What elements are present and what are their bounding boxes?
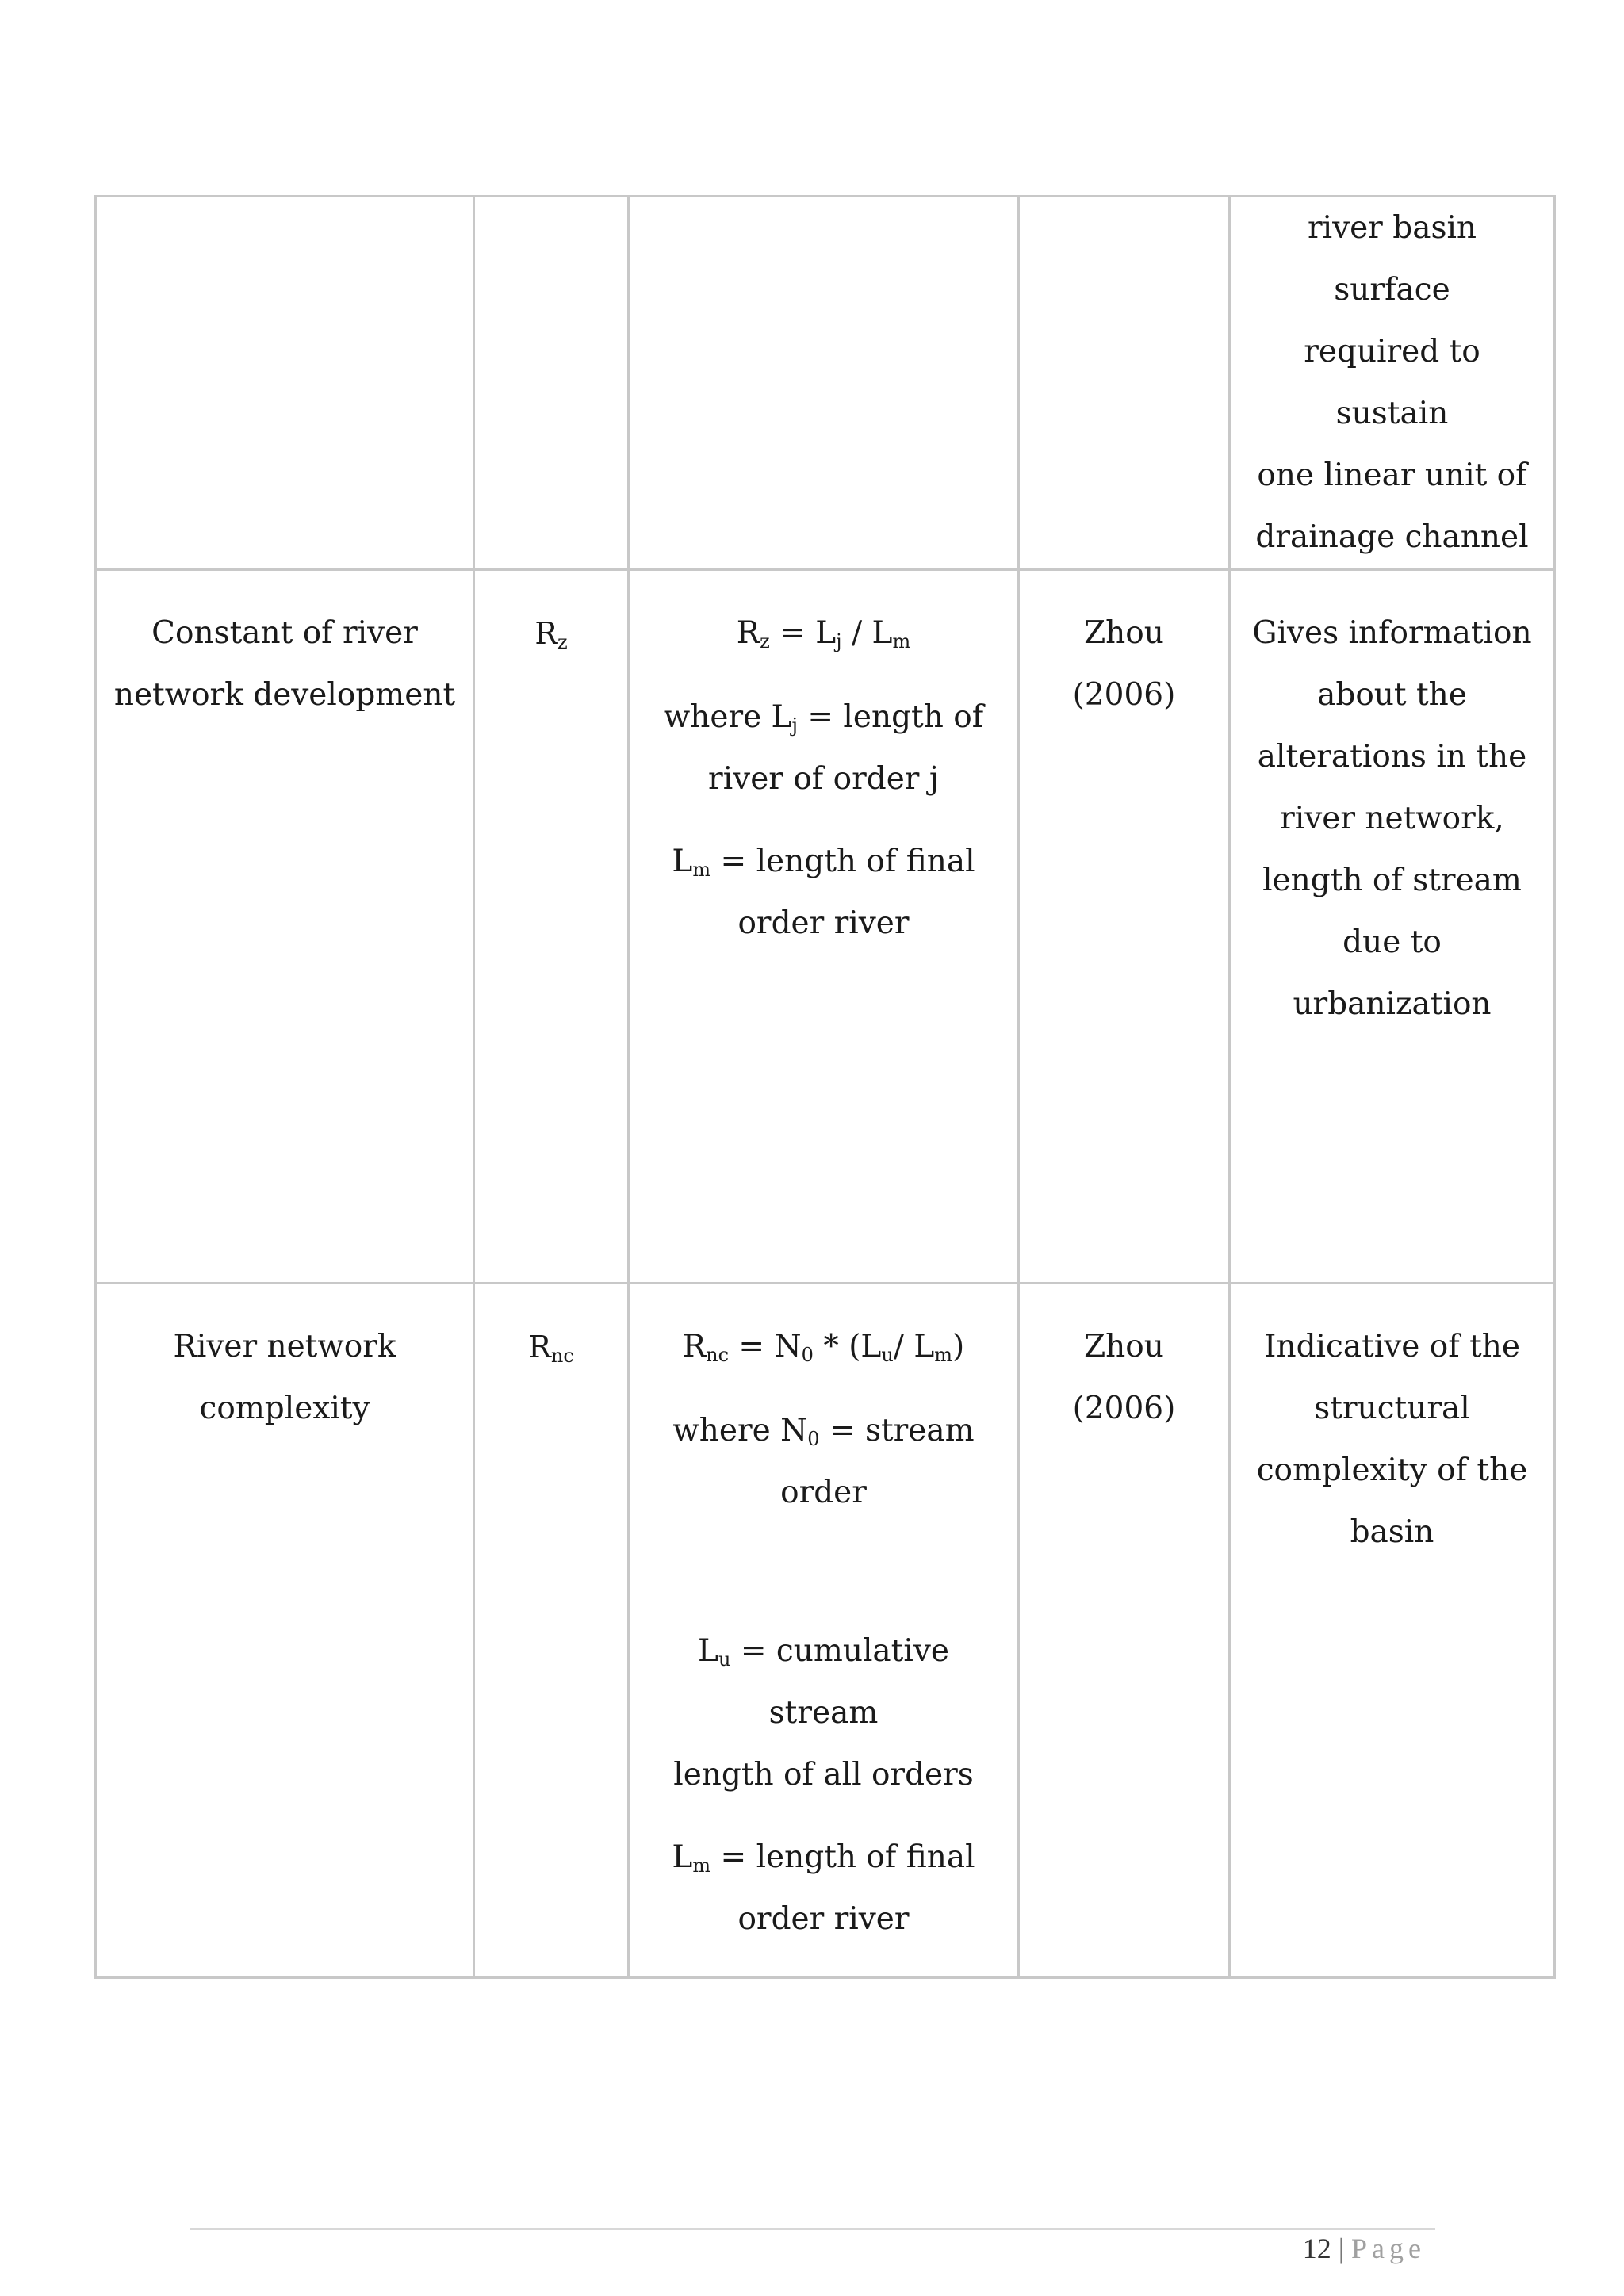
description-line: structural: [1314, 1391, 1470, 1426]
description-line: required to sustain: [1304, 334, 1480, 431]
symbol: $R_z$: [534, 616, 568, 653]
description-cell: [1230, 197, 1555, 570]
page-footer: [1303, 2232, 1426, 2265]
symbol: $R_{nc}$: [528, 1330, 574, 1367]
description-line: river network,: [1280, 801, 1504, 836]
description-line: Indicative of the: [1264, 1329, 1520, 1364]
description-line: basin: [1350, 1514, 1434, 1550]
description-line: alterations in the: [1257, 739, 1527, 775]
table-row-continued: [96, 197, 1555, 570]
description-line: due to: [1342, 924, 1442, 960]
formula-definition: $L_u$ = cumulative stream length of all orders: [673, 1633, 974, 1793]
parameter-cell: [96, 1284, 474, 1978]
page-number: 12: [1302, 2233, 1331, 2264]
parameter-line: Constant of river: [151, 615, 418, 651]
parameter-cell: [96, 570, 474, 1284]
formula-line: $R_z = L_j / L_m$: [736, 615, 911, 652]
description-line: urbanization: [1293, 986, 1492, 1022]
description-line: about the: [1317, 677, 1467, 713]
formula-cell: [629, 570, 1019, 1284]
formula-cell: [629, 197, 1019, 570]
table-row: [96, 570, 1555, 1284]
formula-definition: where $N_0$ = stream order: [672, 1413, 975, 1510]
formula-line: $R_{nc} = N_0 * (L_u/$ $L_m$): [682, 1329, 965, 1366]
symbol-cell: [474, 197, 629, 570]
description-cell: [1230, 570, 1555, 1284]
symbol-cell: [474, 1284, 629, 1978]
description-cell: [1230, 1284, 1555, 1978]
parameter-cell: [96, 197, 474, 570]
reference-cell: [1019, 197, 1230, 570]
footer-separator: |: [1338, 2233, 1345, 2264]
footer-divider: [190, 2228, 1435, 2230]
description-line: Gives information: [1252, 615, 1532, 651]
table-row: [96, 1284, 1555, 1978]
parameter-line: River network: [173, 1329, 396, 1364]
reference-cell: [1019, 570, 1230, 1284]
description-line: length of stream: [1262, 863, 1522, 898]
formula-cell: [629, 1284, 1019, 1978]
reference-line: Zhou: [1084, 615, 1164, 651]
reference-line: (2006): [1072, 677, 1176, 713]
formula-definition: $L_m$ = length of final order river: [672, 1839, 975, 1937]
parameter-line: network development: [113, 677, 456, 713]
reference-cell: [1019, 1284, 1230, 1978]
parameters-table: [94, 195, 1556, 1979]
symbol-cell: [474, 570, 629, 1284]
reference-line: (2006): [1072, 1391, 1176, 1426]
reference-line: Zhou: [1084, 1329, 1164, 1364]
formula-definition: where $L_j$ = length of river of order j: [663, 699, 984, 797]
description-line: drainage channel: [1255, 519, 1529, 555]
description-line: complexity of the: [1256, 1452, 1528, 1488]
formula-definition: $L_m$ = length of final order river: [672, 844, 975, 941]
description-line: river basin surface: [1307, 210, 1477, 308]
parameter-line: complexity: [199, 1391, 370, 1426]
page-label: Page: [1351, 2233, 1426, 2264]
description-line: one linear unit of: [1257, 457, 1527, 493]
